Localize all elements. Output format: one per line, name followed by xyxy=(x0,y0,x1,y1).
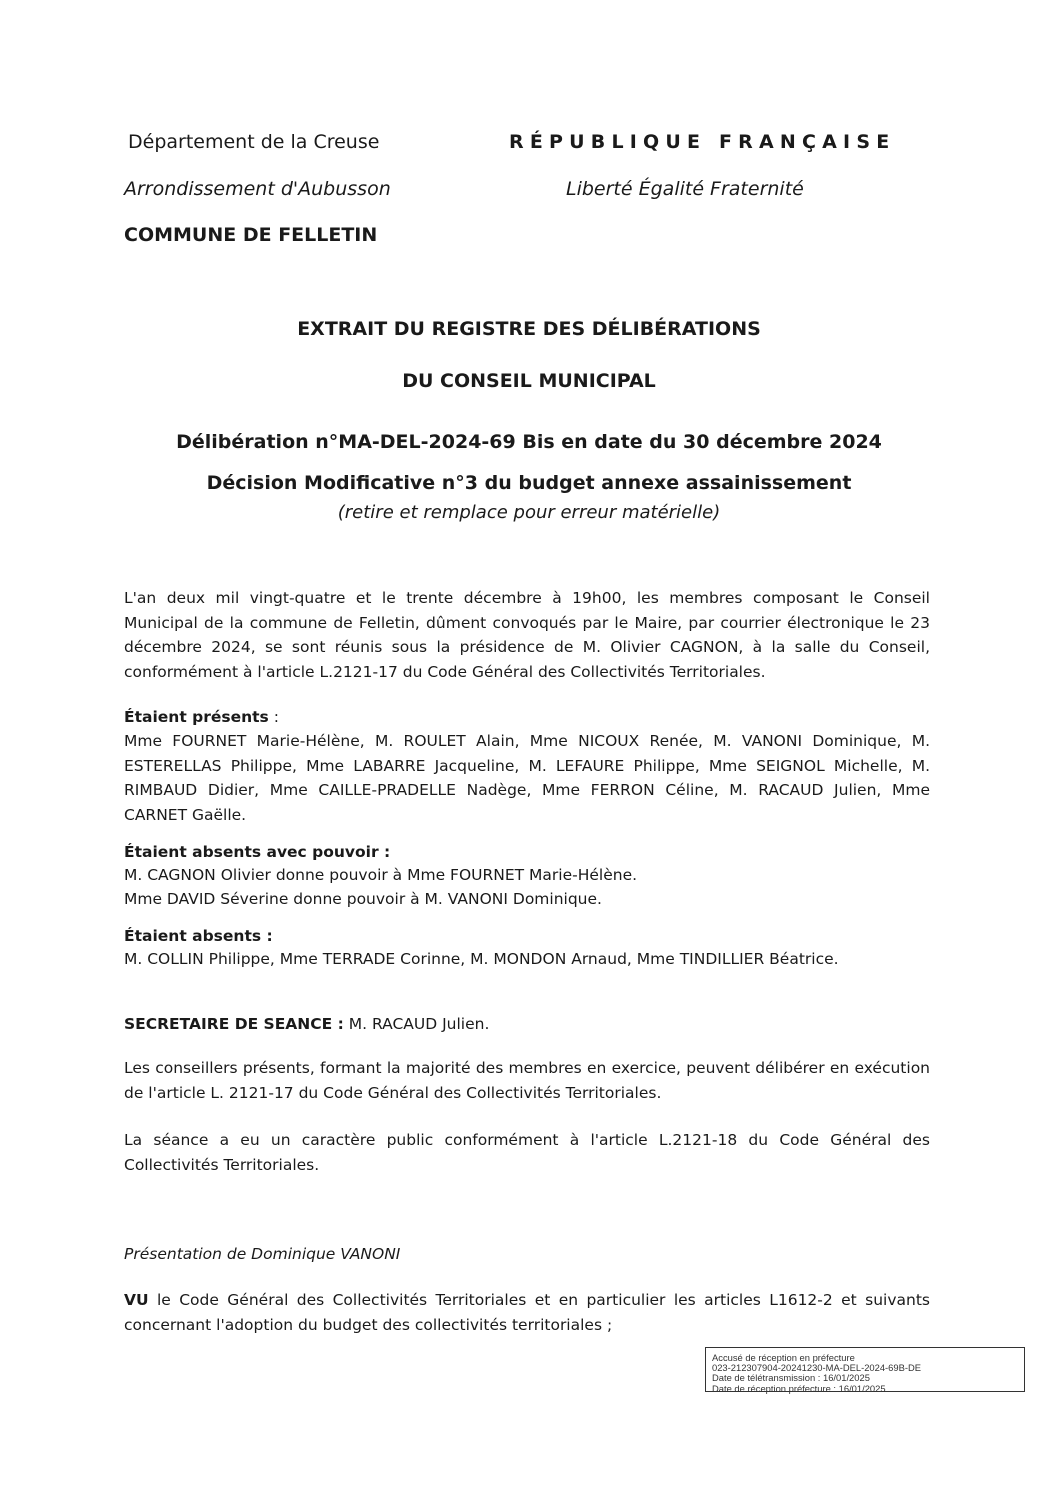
secretary-label: SECRETAIRE DE SEANCE : xyxy=(124,1015,344,1033)
absent-label: Étaient absents : xyxy=(124,927,273,945)
receipt-line-3: Date de télétransmission : 16/01/2025 xyxy=(712,1372,870,1384)
prefecture-receipt-box xyxy=(705,1347,1025,1392)
presentation-line: Présentation de Dominique VANONI xyxy=(124,1245,401,1263)
arrondissement-label: Arrondissement d'Aubusson xyxy=(124,178,391,200)
secretary-name: M. RACAUD Julien. xyxy=(343,1015,490,1033)
present-separator: : xyxy=(268,708,279,726)
devise-label: Liberté Égalité Fraternité xyxy=(566,178,804,200)
intro-paragraph: L'an deux mil vingt-quatre et le trente décembre à 19h00, les membres composant le Conseil Municipal de la commune de Felletin, dûment convoqués par le Maire, par courrier électronique le 23 décembre 2024, se sont réunis sous la présidence de M. Olivier CAGNON, à la salle du Conseil, conformément à l'article L.2121-17 du Code Général des Collectivités Territoriales. xyxy=(124,589,930,681)
deliberation-number: Délibération n°MA-DEL-2024-69 Bis en date du 30 décembre 2024 xyxy=(176,431,882,453)
quorum-paragraph: Les conseillers présents, formant la majorité des membres en exercice, peuvent délibérer en exécution de l'article L. 2121-17 du Code Général des Collectivités Territoriales. xyxy=(124,1059,930,1102)
republique-label: RÉPUBLIQUE FRANÇAISE xyxy=(509,131,896,153)
vu-label: VU xyxy=(124,1291,149,1309)
receipt-line-4: Date de réception préfecture : 16/01/2025 xyxy=(712,1382,886,1394)
commune-label: COMMUNE DE FELLETIN xyxy=(124,224,378,246)
secretary-line xyxy=(124,1012,930,1037)
vu-paragraph xyxy=(124,1288,930,1337)
present-label: Étaient présents xyxy=(124,708,269,726)
receipt-line-2: 023-212307904-20241230-MA-DEL-2024-69B-DE xyxy=(712,1362,921,1374)
deliberation-subject: Décision Modificative n°3 du budget annexe assainissement xyxy=(206,472,852,494)
deliberation-note: (retire et remplace pour erreur matérielle) xyxy=(337,502,721,523)
proxy-line-2: Mme DAVID Séverine donne pouvoir à M. VANONI Dominique. xyxy=(124,890,602,908)
proxy-line-1: M. CAGNON Olivier donne pouvoir à Mme FOURNET Marie-Hélène. xyxy=(124,866,638,884)
public-paragraph: La séance a eu un caractère public conformément à l'article L.2121-18 du Code Général des Collectivités Territoriales. xyxy=(124,1131,930,1174)
present-heading xyxy=(124,705,930,730)
vu-text: le Code Général des Collectivités Territoriales et en particulier les articles L1612-2 et suivants concernant l'adoption du budget des collectivités territoriales ; xyxy=(124,1291,930,1334)
title-line-2: DU CONSEIL MUNICIPAL xyxy=(402,370,656,392)
receipt-line-1: Accusé de réception en préfecture xyxy=(712,1352,855,1363)
department-label: Département de la Creuse xyxy=(128,131,380,153)
proxy-label: Étaient absents avec pouvoir : xyxy=(124,843,391,861)
present-list: Mme FOURNET Marie-Hélène, M. ROULET Alain, Mme NICOUX Renée, M. VANONI Dominique, M. ESTERELLAS Philippe, Mme LABARRE Jacqueline, M. LEFAURE Philippe, Mme SEIGNOL Michelle, M. RIMBAUD Didier, Mme CAILLE-PRADELLE Nadège, Mme FERRON Céline, M. RACAUD Julien, Mme CARNET Gaëlle. xyxy=(124,732,930,824)
absent-list: M. COLLIN Philippe, Mme TERRADE Corinne, M. MONDON Arnaud, Mme TINDILLIER Béatrice. xyxy=(124,950,839,968)
title-line-1: EXTRAIT DU REGISTRE DES DÉLIBÉRATIONS xyxy=(297,318,761,340)
